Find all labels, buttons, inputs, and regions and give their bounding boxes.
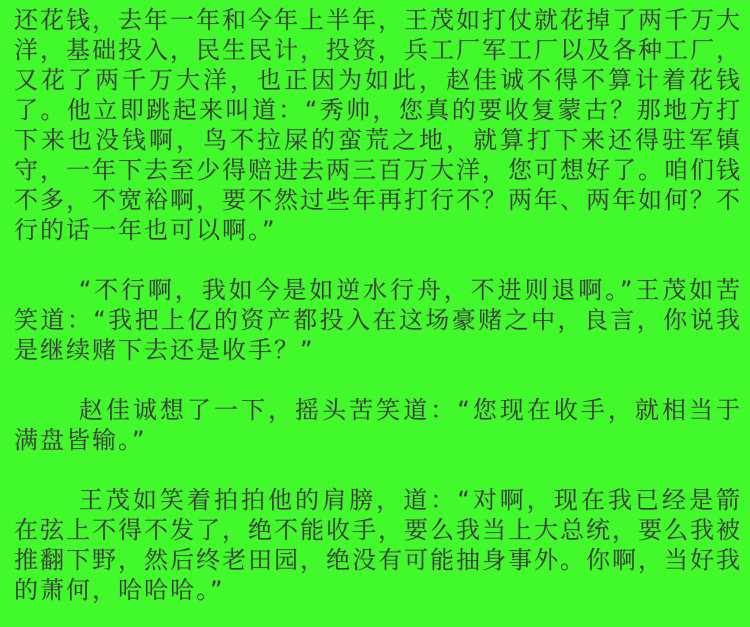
novel-paragraph-3: 赵佳诚想了一下，摇头苦笑道：“您现在收手，就相当于满盘皆输。”	[14, 396, 742, 454]
novel-paragraph-4: 王茂如笑着拍拍他的肩膀，道：“对啊，现在我已经是箭在弦上不得不发了，绝不能收手，要么我当上大总统，要么我被推翻下野，然后终老田园，绝没有可能抽身事外。你啊，当好我的萧何，哈哈哈。”	[14, 486, 742, 604]
novel-paragraph-1: 还花钱，去年一年和今年上半年，王茂如打仗就花掉了两千万大洋，基础投入，民生民计，投资，兵工厂军工厂以及各种工厂，又花了两千万大洋，也正因为如此，赵佳诚不得不算计着花钱了。他立即跳起来叫道：“秀帅，您真的要收复蒙古？那地方打下来也没钱啊，鸟不拉屎的蛮荒之地，就算打下来还得驻军镇守，一年下去至少得赔进去两三百万大洋，您可想好了。咱们钱不多，不宽裕啊，要不然过些年再打行不？两年、两年如何？不行的话一年也可以啊。”	[14, 6, 742, 244]
novel-paragraph-2: “不行啊，我如今是如逆水行舟，不进则退啊。”王茂如苦笑道：“我把上亿的资产都投入在这场豪赌之中，良言，你说我是继续赌下去还是收手？”	[14, 276, 742, 364]
